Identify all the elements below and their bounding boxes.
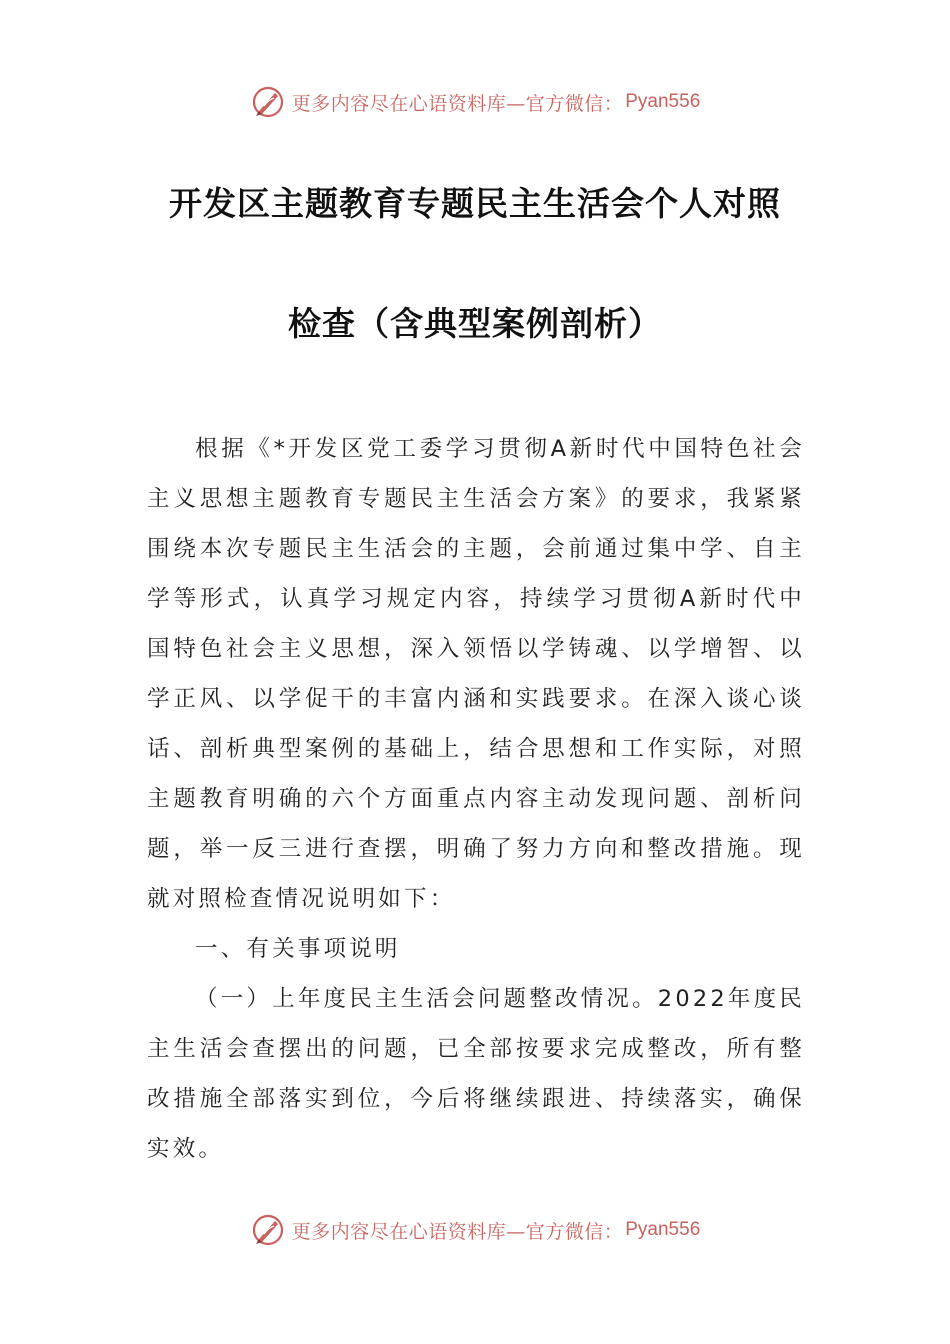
document-body (147, 424, 805, 1174)
footer-banner (0, 1208, 950, 1252)
banner-text: 更多内容尽在心语资料库—官方微信： (291, 92, 624, 115)
banner-text: 更多内容尽在心语资料库—官方微信： (291, 1220, 624, 1243)
paragraph-intro: 根据《*开发区党工委学习贯彻A新时代中国特色社会主义思想主题教育专题民主生活会方案》的要求，我紧紧围绕本次专题民主生活会的主题，会前通过集中学、自主学等形式，认真学习规定内容，持续学习贯彻A新时代中国特色社会主义思想，深入领悟以学铸魂、以学增智、以学正风、以学促干的丰富内涵和实践要求。在深入谈心谈话、剖析典型案例的基础上，结合思想和工作实际，对照主题教育明确的六个方面重点内容主动发现问题、剖析问题，举一反三进行查摆，明确了努力方向和整改措施。现就对照检查情况说明如下： (147, 436, 805, 912)
pen-circle-logo-icon (250, 1212, 286, 1248)
section-heading: 一、有关事项说明 (195, 936, 401, 962)
document-title-line-2: 检查（含典型案例剖析） (288, 304, 662, 343)
document-title-line-1: 开发区主题教育专题民主生活会个人对照 (169, 184, 781, 223)
paragraph-rectification: （一）上年度民主生活会问题整改情况。2022年度民主生活会查摆出的问题，已全部按要求完成整改，所有整改措施全部落实到位，今后将继续跟进、持续落实，确保实效。 (147, 986, 805, 1162)
banner-wechat-id: Pyan556 (625, 1219, 701, 1240)
pen-circle-logo-icon (250, 84, 286, 120)
banner-wechat-id: Pyan556 (625, 91, 701, 112)
header-banner (0, 80, 950, 124)
